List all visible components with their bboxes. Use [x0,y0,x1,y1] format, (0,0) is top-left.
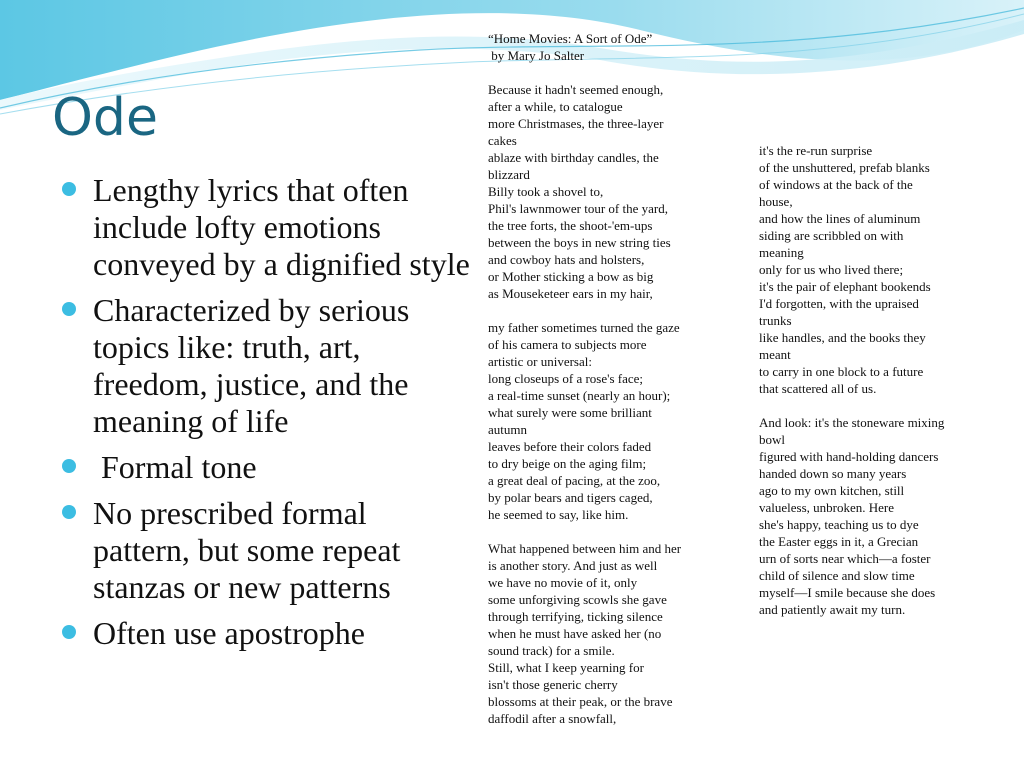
bullet-text: Lengthy lyrics that often include lofty emotions conveyed by a dignified style [93,172,470,282]
poem-line: some unforgiving scowls she gave [488,592,667,607]
poem-line: to dry beige on the aging film; [488,456,647,471]
bullet-text: Often use apostrophe [93,615,365,651]
bullet-dot-icon [62,505,76,519]
poem-line: isn't those generic cherry [488,677,618,692]
poem-line: the tree forts, the shoot-'em-ups [488,218,653,233]
poem-line: meaning [759,245,804,260]
poem-line: it's the re-run surprise [759,143,873,158]
poem-line [488,302,748,319]
poem-line: what surely were some brilliant [488,405,652,420]
poem-line: myself—I smile because she does [759,585,936,600]
bullet-text: Formal tone [93,449,257,485]
poem-line: trunks [759,313,792,328]
poem-line: blizzard [488,167,530,182]
poem-line: leaves before their colors faded [488,439,652,454]
poem-line: Billy took a shovel to, [488,184,604,199]
poem-line: and cowboy hats and holsters, [488,252,645,267]
poem-line: house, [759,194,793,209]
poem-line: a great deal of pacing, at the zoo, [488,473,661,488]
poem-line: sound track) for a smile. [488,643,615,658]
poem-line: as Mouseketeer ears in my hair, [488,286,653,301]
bullet-dot-icon [62,302,76,316]
bullet-item [60,172,470,283]
poem-line: What happened between him and her [488,541,682,556]
poem-line: And look: it's the stoneware mixing [759,415,945,430]
poem-line: through terrifying, ticking silence [488,609,663,624]
bullet-list [60,172,470,661]
poem-line: only for us who lived there; [759,262,904,277]
poem-line: or Mother sticking a bow as big [488,269,654,284]
bullet-dot-icon [62,625,76,639]
poem-line: like handles, and the books they [759,330,926,345]
poem-line: he seemed to say, like him. [488,507,629,522]
poem-line: when he must have asked her (no [488,626,662,641]
poem-line: ago to my own kitchen, still [759,483,905,498]
poem-line: autumn [488,422,527,437]
poem-line: more Christmases, the three-layer [488,116,664,131]
poem-line: handed down so many years [759,466,907,481]
poem-line [488,523,748,540]
bullet-dot-icon [62,182,76,196]
poem-line: Phil's lawnmower tour of the yard, [488,201,668,216]
poem-line: and how the lines of aluminum [759,211,921,226]
poem-line: Still, what I keep yearning for [488,660,644,675]
poem-line: that scattered all of us. [759,381,877,396]
poem-line: of the unshuttered, prefab blanks [759,160,930,175]
bullet-dot-icon [62,459,76,473]
poem-column-2-lines [759,142,999,618]
poem-line: a real-time sunset (nearly an hour); [488,388,671,403]
poem-title: “Home Movies: A Sort of Ode” [488,31,653,46]
bullet-item [60,495,470,606]
poem-line: it's the pair of elephant bookends [759,279,931,294]
poem-line: of his camera to subjects more [488,337,647,352]
poem-line: child of silence and slow time [759,568,915,583]
poem-line: the Easter eggs in it, a Grecian [759,534,919,549]
poem-column-2 [759,142,999,618]
poem-line: bowl [759,432,785,447]
poem-spacer [488,64,748,81]
bullet-text: No prescribed formal pattern, but some repeat stanzas or new patterns [93,495,401,605]
poem-line: is another story. And just as well [488,558,658,573]
poem-line: figured with hand-holding dancers [759,449,939,464]
poem-author: by Mary Jo Salter [488,48,585,63]
slide-title: Ode [52,88,158,148]
bullet-item [60,449,470,486]
poem-line: my father sometimes turned the gaze [488,320,680,335]
poem-line: of windows at the back of the [759,177,913,192]
poem-line: valueless, unbroken. Here [759,500,895,515]
poem-line: blossoms at their peak, or the brave [488,694,673,709]
poem-line: daffodil after a snowfall, [488,711,617,726]
poem-line: by polar bears and tigers caged, [488,490,653,505]
bullet-item [60,292,470,440]
poem-line: she's happy, teaching us to dye [759,517,919,532]
poem-line: siding are scribbled on with [759,228,904,243]
bullet-text: Characterized by serious topics like: truth, art, freedom, justice, and the meaning of life [93,292,410,439]
poem-column-1-lines [488,81,748,727]
poem-line: artistic or universal: [488,354,592,369]
bullet-item [60,615,470,652]
poem-column-1 [488,30,748,727]
poem-line: after a while, to catalogue [488,99,623,114]
poem-line: urn of sorts near which—a foster [759,551,931,566]
poem-line: and patiently await my turn. [759,602,906,617]
poem-line: between the boys in new string ties [488,235,671,250]
poem-line: Because it hadn't seemed enough, [488,82,664,97]
poem-line: meant [759,347,791,362]
poem-line: ablaze with birthday candles, the [488,150,659,165]
poem-line: to carry in one block to a future [759,364,924,379]
poem-line [759,397,999,414]
poem-line: long closeups of a rose's face; [488,371,644,386]
poem-line: we have no movie of it, only [488,575,638,590]
poem-line: I'd forgotten, with the upraised [759,296,919,311]
poem-line: cakes [488,133,517,148]
